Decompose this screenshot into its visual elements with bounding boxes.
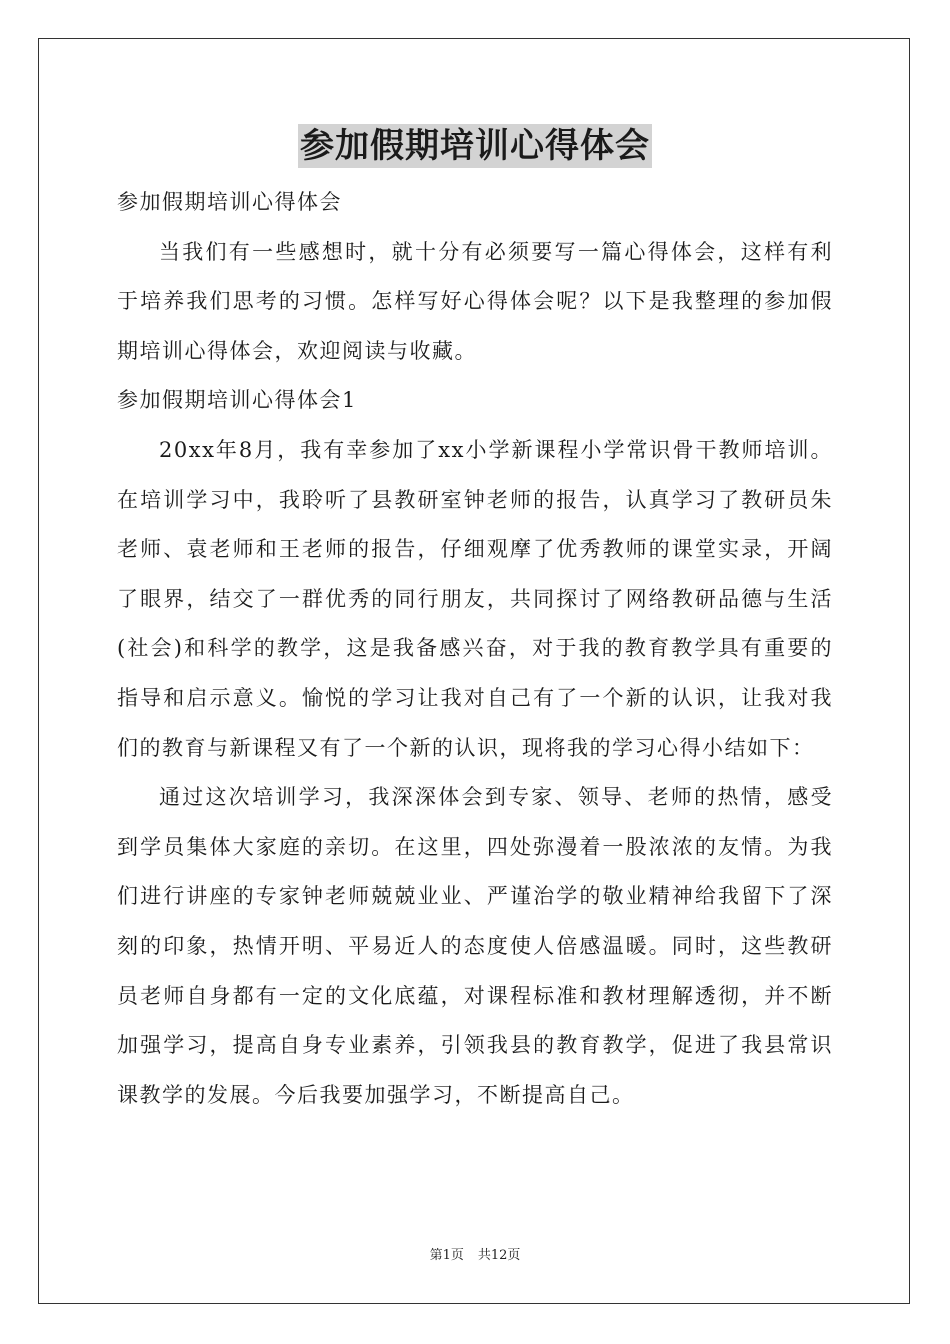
paragraph-body-1: 20xx年8月，我有幸参加了xx小学新课程小学常识骨干教师培训。在培训学习中，我聆听了县教研室钟老师的报告，认真学习了教研员朱老师、袁老师和王老师的报告，仔细观摩了优秀教师的课堂实录，开阔了眼界，结交了一群优秀的同行朋友，共同探讨了网络教研品德与生活(社会)和科学的教学，这是我备感兴奋，对于我的教育教学具有重要的指导和启示意义。愉悦的学习让我对自己有了一个新的认识，让我对我们的教育与新课程又有了一个新的认识，现将我的学习心得小结如下： — [117, 437, 833, 760]
paragraph-section-heading: 参加假期培训心得体会1 — [117, 388, 357, 413]
title-container — [0, 124, 950, 168]
page-footer — [0, 1247, 950, 1265]
paragraph-subtitle: 参加假期培训心得体会 — [117, 190, 342, 214]
page-number: 第1页 — [429, 1248, 464, 1263]
paragraph-intro: 当我们有一些感想时，就十分有必须要写一篇心得体会，这样有利于培养我们思考的习惯。怎样写好心得体会呢？以下是我整理的参加假期培训心得体会，欢迎阅读与收藏。 — [117, 239, 833, 363]
document-title: 参加假期培训心得体会 — [300, 126, 650, 166]
document-body — [117, 178, 833, 1120]
paragraph-body-2: 通过这次培训学习，我深深体会到专家、领导、老师的热情，感受到学员集体大家庭的亲切。在这里，四处弥漫着一股浓浓的友情。为我们进行讲座的专家钟老师兢兢业业、严谨治学的敬业精神给我留下了深刻的印象，热情开明、平易近人的态度使人倍感温暖。同时，这些教研员老师自身都有一定的文化底蕴，对课程标准和教材理解透彻，并不断加强学习，提高自身专业素养，引领我县的教育教学，促进了我县常识课教学的发展。今后我要加强学习，不断提高自己。 — [117, 785, 833, 1107]
page-total: 共12页 — [477, 1248, 521, 1263]
